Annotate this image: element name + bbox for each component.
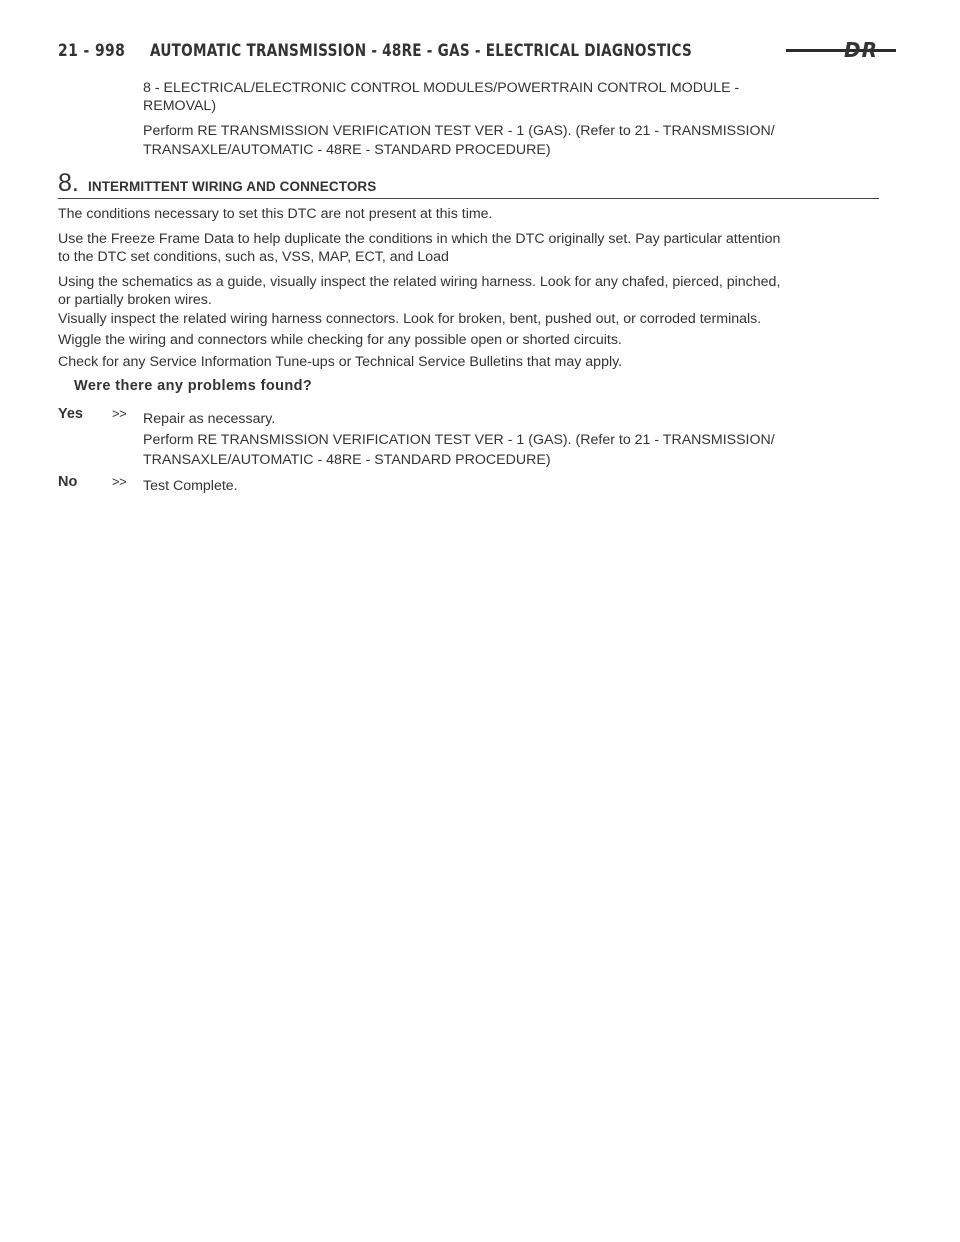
step-number: 8. xyxy=(58,169,79,197)
answer-yes-line-2: Perform RE TRANSMISSION VERIFICATION TEST VER - 1 (GAS). (Refer to 21 - TRANSMISSION/ xyxy=(143,432,775,448)
paragraph-5: Wiggle the wiring and connectors while checking for any possible open or shorted circuits. xyxy=(58,332,622,348)
paragraph-4: Visually inspect the related wiring harness connectors. Look for broken, bent, pushed out, or corroded terminals. xyxy=(58,311,762,327)
step-title: INTERMITTENT WIRING AND CONNECTORS xyxy=(88,179,377,194)
answer-yes-arrow: >> xyxy=(112,406,127,421)
answer-no-label: No xyxy=(58,474,78,490)
answer-no-arrow: >> xyxy=(112,474,127,489)
answer-no-line-1: Test Complete. xyxy=(143,478,238,494)
answer-yes-label: Yes xyxy=(58,406,83,422)
section-title: AUTOMATIC TRANSMISSION - 48RE - GAS - ELECTRICAL DIAGNOSTICS xyxy=(150,41,693,61)
paragraph-1: The conditions necessary to set this DTC are not present at this time. xyxy=(58,206,493,222)
answer-yes-line-3: TRANSAXLE/AUTOMATIC - 48RE - STANDARD PROCEDURE) xyxy=(143,452,551,468)
header-rule xyxy=(786,49,896,52)
paragraph-3-line-1: Using the schematics as a guide, visually inspect the related wiring harness. Look for any chafed, pierced, pinched, xyxy=(58,274,781,290)
continuation-line-4: TRANSAXLE/AUTOMATIC - 48RE - STANDARD PROCEDURE) xyxy=(143,142,551,158)
page-header xyxy=(58,36,880,66)
continuation-line-3: Perform RE TRANSMISSION VERIFICATION TEST VER - 1 (GAS). (Refer to 21 - TRANSMISSION/ xyxy=(143,123,775,139)
paragraph-2-line-1: Use the Freeze Frame Data to help duplicate the conditions in which the DTC originally set. Pay particular attention xyxy=(58,231,781,247)
model-badge: DR xyxy=(843,38,878,62)
continuation-line-1: 8 - ELECTRICAL/ELECTRONIC CONTROL MODULES/POWERTRAIN CONTROL MODULE - xyxy=(143,80,740,96)
step-heading xyxy=(58,168,879,199)
continuation-line-2: REMOVAL) xyxy=(143,98,217,114)
answer-yes-line-1: Repair as necessary. xyxy=(143,411,276,427)
paragraph-3-line-2: or partially broken wires. xyxy=(58,292,212,308)
page-number: 21 - 998 xyxy=(58,41,126,61)
diagnostic-question: Were there any problems found? xyxy=(74,378,313,394)
paragraph-6: Check for any Service Information Tune-ups or Technical Service Bulletins that may apply. xyxy=(58,354,623,370)
paragraph-2-line-2: to the DTC set conditions, such as, VSS, MAP, ECT, and Load xyxy=(58,249,449,265)
